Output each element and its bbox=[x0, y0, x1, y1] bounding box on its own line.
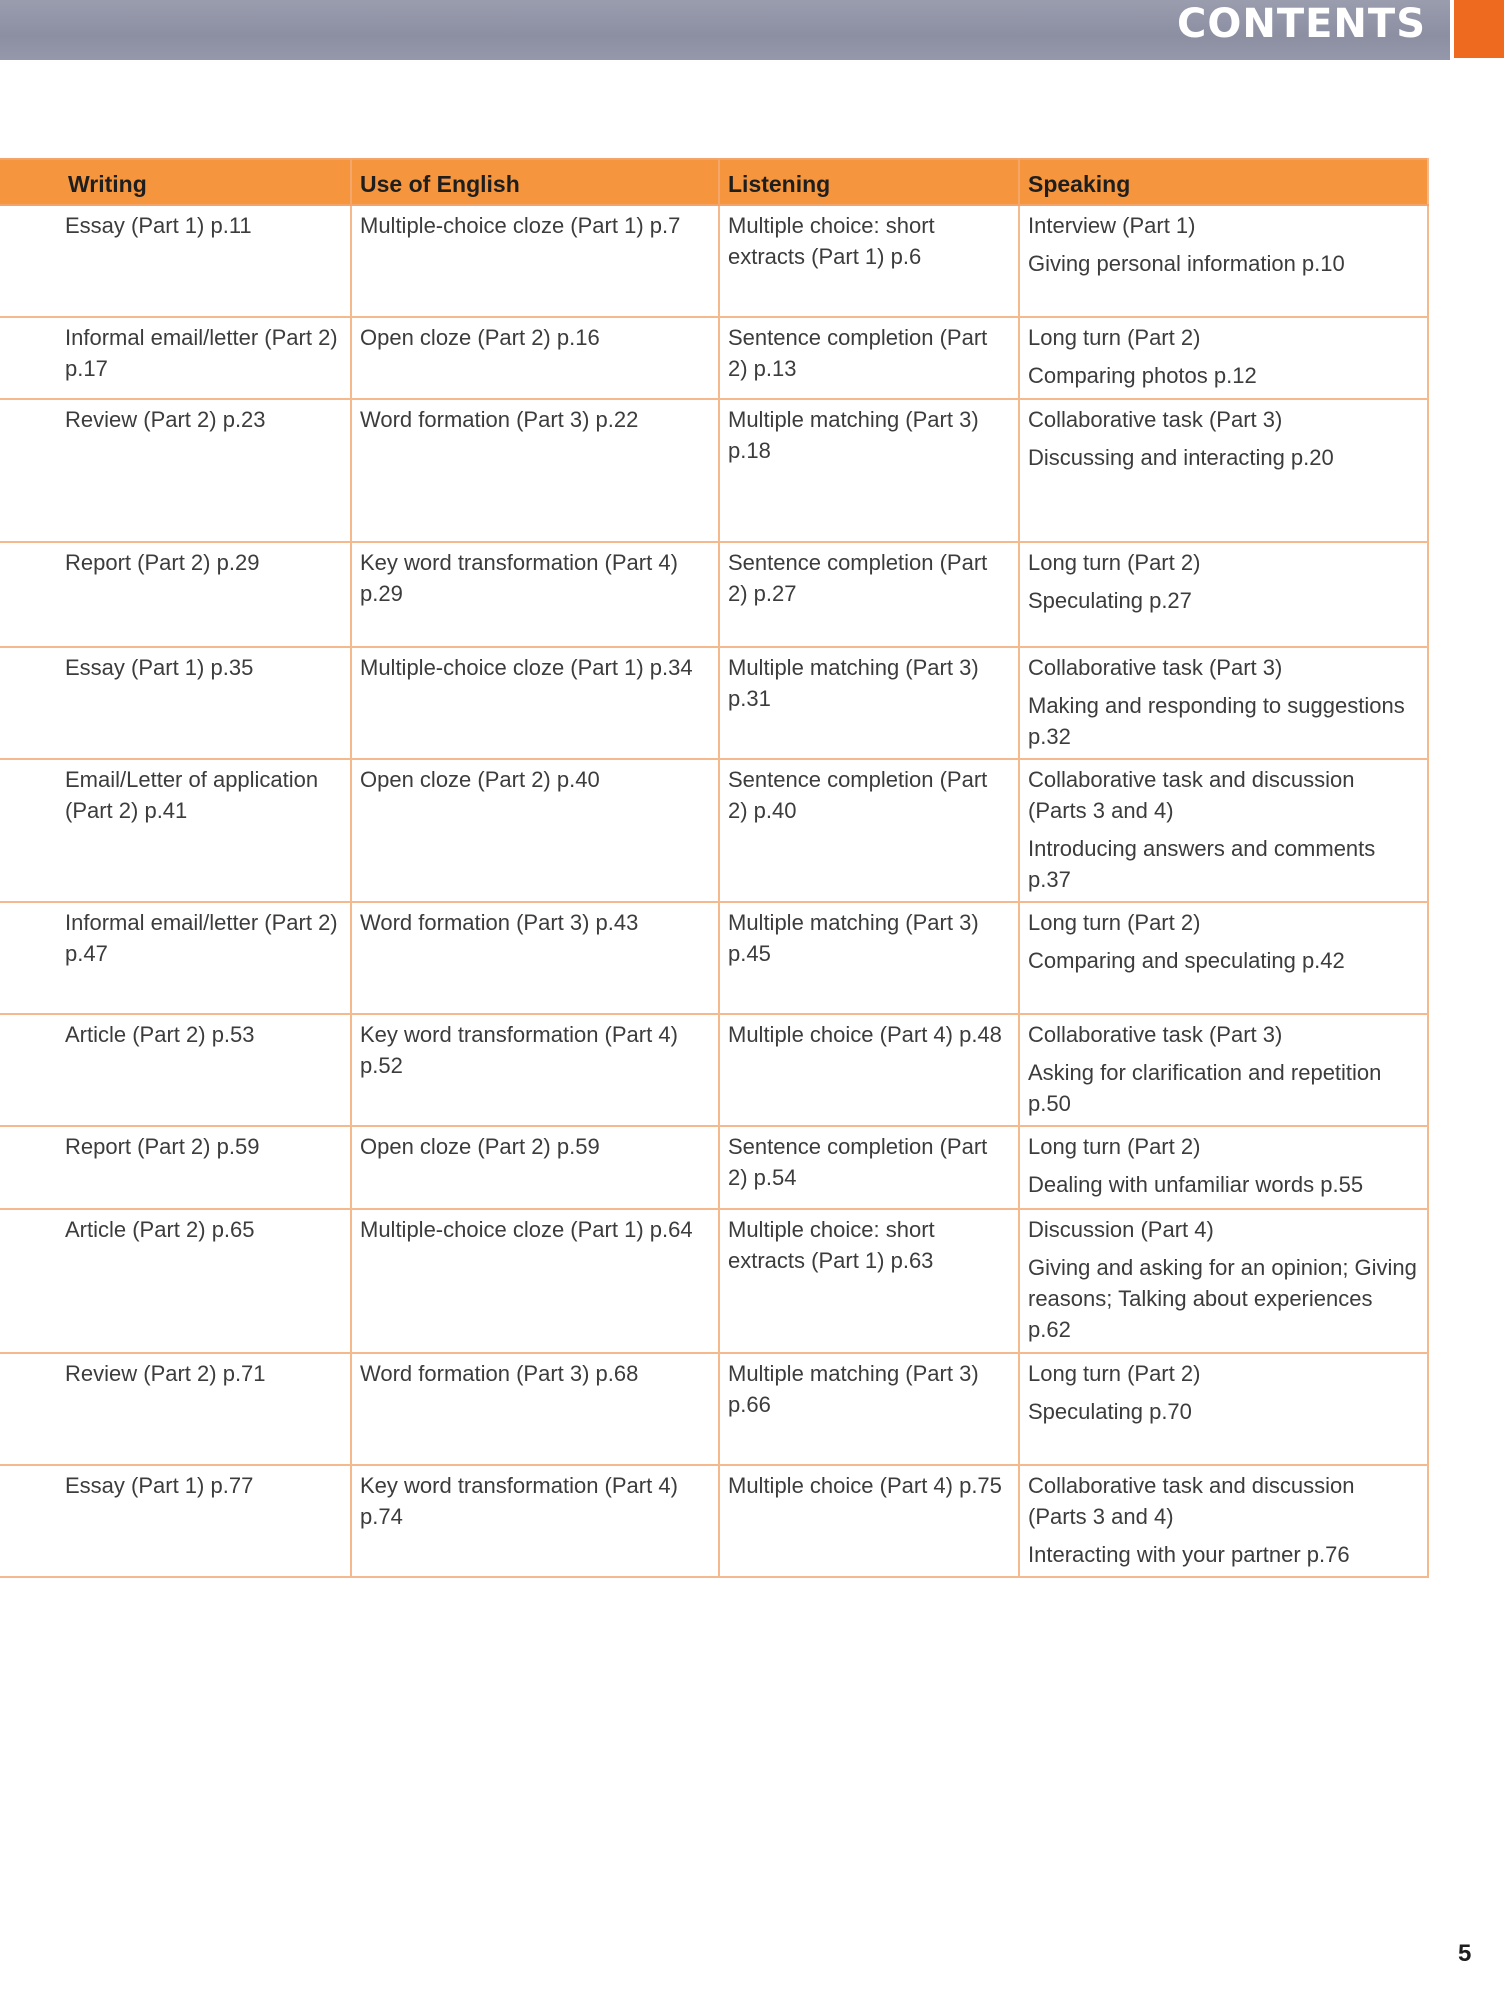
speaking-part: Collaborative task and discussion (Parts 3 and 4) bbox=[1028, 767, 1355, 823]
writing-cell: Report (Part 2) p.59 bbox=[0, 1126, 351, 1209]
speaking-part: Collaborative task (Part 3) bbox=[1028, 655, 1283, 680]
column-header-listening: Listening bbox=[719, 159, 1019, 205]
table-row bbox=[0, 1465, 1428, 1577]
table-row bbox=[0, 1014, 1428, 1126]
column-header-speaking: Speaking bbox=[1019, 159, 1428, 205]
use-of-english-cell: Key word transformation (Part 4) p.29 bbox=[351, 542, 719, 647]
speaking-description: Giving personal information p.10 bbox=[1028, 251, 1345, 276]
use-of-english-cell: Word formation (Part 3) p.22 bbox=[351, 399, 719, 542]
header-accent-tab bbox=[1454, 0, 1504, 58]
speaking-cell bbox=[1019, 205, 1428, 317]
speaking-part: Collaborative task (Part 3) bbox=[1028, 1022, 1283, 1047]
writing-cell: Report (Part 2) p.29 bbox=[0, 542, 351, 647]
use-of-english-cell: Multiple-choice cloze (Part 1) p.64 bbox=[351, 1209, 719, 1353]
table-row bbox=[0, 542, 1428, 647]
table-row bbox=[0, 399, 1428, 542]
listening-cell: Sentence completion (Part 2) p.13 bbox=[719, 317, 1019, 399]
writing-cell: Essay (Part 1) p.35 bbox=[0, 647, 351, 759]
table-row bbox=[0, 759, 1428, 902]
use-of-english-cell: Open cloze (Part 2) p.40 bbox=[351, 759, 719, 902]
writing-cell: Informal email/letter (Part 2) p.17 bbox=[0, 317, 351, 399]
speaking-cell bbox=[1019, 542, 1428, 647]
listening-cell: Multiple choice: short extracts (Part 1) p.63 bbox=[719, 1209, 1019, 1353]
speaking-cell bbox=[1019, 317, 1428, 399]
speaking-cell bbox=[1019, 1465, 1428, 1577]
speaking-cell bbox=[1019, 1126, 1428, 1209]
listening-cell: Multiple matching (Part 3) p.45 bbox=[719, 902, 1019, 1014]
page-number: 5 bbox=[1458, 1940, 1472, 1967]
header-band bbox=[0, 0, 1450, 60]
speaking-part: Long turn (Part 2) bbox=[1028, 550, 1201, 575]
listening-cell: Sentence completion (Part 2) p.40 bbox=[719, 759, 1019, 902]
speaking-cell bbox=[1019, 902, 1428, 1014]
table-row bbox=[0, 205, 1428, 317]
use-of-english-cell: Open cloze (Part 2) p.59 bbox=[351, 1126, 719, 1209]
table-row bbox=[0, 317, 1428, 399]
speaking-part: Long turn (Part 2) bbox=[1028, 910, 1201, 935]
use-of-english-cell: Key word transformation (Part 4) p.52 bbox=[351, 1014, 719, 1126]
speaking-description: Making and responding to suggestions p.32 bbox=[1028, 693, 1405, 749]
use-of-english-cell: Word formation (Part 3) p.43 bbox=[351, 902, 719, 1014]
writing-cell: Article (Part 2) p.65 bbox=[0, 1209, 351, 1353]
writing-cell: Review (Part 2) p.71 bbox=[0, 1353, 351, 1465]
speaking-description: Asking for clarification and repetition p.50 bbox=[1028, 1060, 1382, 1116]
speaking-cell bbox=[1019, 1209, 1428, 1353]
table-row bbox=[0, 647, 1428, 759]
listening-cell: Multiple choice (Part 4) p.48 bbox=[719, 1014, 1019, 1126]
listening-cell: Sentence completion (Part 2) p.54 bbox=[719, 1126, 1019, 1209]
speaking-description: Interacting with your partner p.76 bbox=[1028, 1542, 1350, 1567]
use-of-english-cell: Multiple-choice cloze (Part 1) p.7 bbox=[351, 205, 719, 317]
writing-cell: Article (Part 2) p.53 bbox=[0, 1014, 351, 1126]
speaking-description: Discussing and interacting p.20 bbox=[1028, 445, 1334, 470]
listening-cell: Multiple matching (Part 3) p.18 bbox=[719, 399, 1019, 542]
use-of-english-cell: Key word transformation (Part 4) p.74 bbox=[351, 1465, 719, 1577]
column-header-use-of-english: Use of English bbox=[351, 159, 719, 205]
writing-cell: Review (Part 2) p.23 bbox=[0, 399, 351, 542]
table-row bbox=[0, 902, 1428, 1014]
speaking-cell bbox=[1019, 1014, 1428, 1126]
listening-cell: Multiple matching (Part 3) p.31 bbox=[719, 647, 1019, 759]
writing-cell: Email/Letter of application (Part 2) p.41 bbox=[0, 759, 351, 902]
table-row bbox=[0, 1353, 1428, 1465]
page-title: CONTENTS bbox=[1176, 1, 1426, 47]
speaking-description: Giving and asking for an opinion; Giving reasons; Talking about experiences p.62 bbox=[1028, 1255, 1417, 1342]
speaking-part: Long turn (Part 2) bbox=[1028, 1134, 1201, 1159]
speaking-cell bbox=[1019, 647, 1428, 759]
listening-cell: Multiple choice: short extracts (Part 1) p.6 bbox=[719, 205, 1019, 317]
speaking-description: Comparing and speculating p.42 bbox=[1028, 948, 1345, 973]
speaking-description: Speculating p.70 bbox=[1028, 1399, 1192, 1424]
column-header-writing: Writing bbox=[0, 159, 351, 205]
speaking-description: Comparing photos p.12 bbox=[1028, 363, 1257, 388]
speaking-part: Interview (Part 1) bbox=[1028, 213, 1196, 238]
writing-cell: Informal email/letter (Part 2) p.47 bbox=[0, 902, 351, 1014]
table-row bbox=[0, 1126, 1428, 1209]
speaking-description: Dealing with unfamiliar words p.55 bbox=[1028, 1172, 1364, 1197]
use-of-english-cell: Multiple-choice cloze (Part 1) p.34 bbox=[351, 647, 719, 759]
speaking-part: Long turn (Part 2) bbox=[1028, 325, 1201, 350]
listening-cell: Sentence completion (Part 2) p.27 bbox=[719, 542, 1019, 647]
use-of-english-cell: Open cloze (Part 2) p.16 bbox=[351, 317, 719, 399]
speaking-part: Collaborative task (Part 3) bbox=[1028, 407, 1283, 432]
speaking-part: Long turn (Part 2) bbox=[1028, 1361, 1201, 1386]
writing-cell: Essay (Part 1) p.77 bbox=[0, 1465, 351, 1577]
listening-cell: Multiple matching (Part 3) p.66 bbox=[719, 1353, 1019, 1465]
speaking-part: Discussion (Part 4) bbox=[1028, 1217, 1214, 1242]
writing-cell: Essay (Part 1) p.11 bbox=[0, 205, 351, 317]
table-row bbox=[0, 1209, 1428, 1353]
speaking-cell bbox=[1019, 399, 1428, 542]
use-of-english-cell: Word formation (Part 3) p.68 bbox=[351, 1353, 719, 1465]
speaking-cell bbox=[1019, 759, 1428, 902]
speaking-part: Collaborative task and discussion (Parts 3 and 4) bbox=[1028, 1473, 1355, 1529]
contents-table bbox=[0, 158, 1429, 1578]
speaking-cell bbox=[1019, 1353, 1428, 1465]
speaking-description: Introducing answers and comments p.37 bbox=[1028, 836, 1376, 892]
table-header-row bbox=[0, 159, 1428, 205]
speaking-description: Speculating p.27 bbox=[1028, 588, 1192, 613]
listening-cell: Multiple choice (Part 4) p.75 bbox=[719, 1465, 1019, 1577]
